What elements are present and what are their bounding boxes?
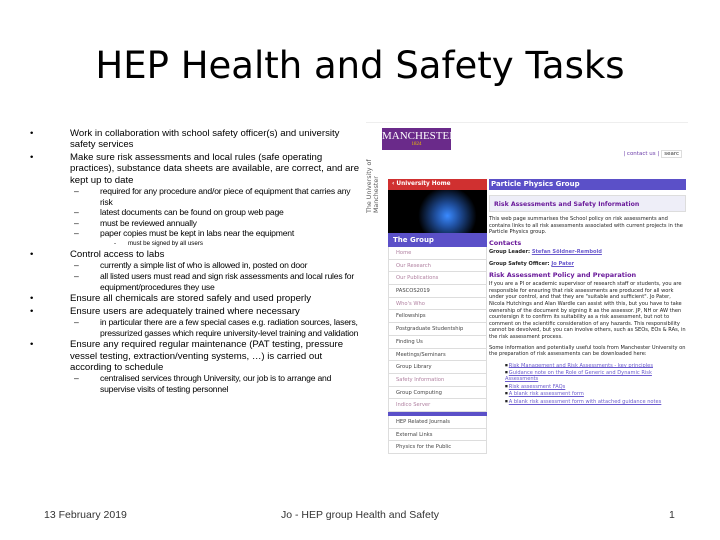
nav-item[interactable]: Postgraduate Studentship [388, 323, 487, 336]
sidebar [388, 179, 487, 454]
nav-item[interactable]: Physics for the Public [388, 441, 487, 454]
sub-bullet: – required for any procedure and/or piece of equipment that carries any risk [30, 186, 360, 207]
nav-item[interactable]: Home [388, 247, 487, 260]
sub-sub-bullet: - must be signed by all users [30, 239, 360, 248]
search-box[interactable]: searc [661, 150, 682, 158]
safety-officer: Group Safety Officer: Jo Pater [489, 260, 574, 267]
nav-item[interactable]: Finding Us [388, 336, 487, 349]
bullet-list [30, 127, 360, 395]
sub-bullet: – currently a simple list of who is allowed in, posted on door [30, 260, 360, 271]
nav-item[interactable]: PASCOS2019 [388, 285, 487, 298]
nav-item[interactable]: Our Research [388, 260, 487, 273]
university-home-link[interactable]: ‹ University Home [388, 179, 487, 190]
sub-bullet: – centralised services through University, our job is to arrange and supervise visits of testing personnel [30, 373, 360, 394]
intro-text: This web page summarises the School policy on risk assessments and contains links to all risk assessments associated with current projects in the Particle Physics group. [489, 216, 683, 236]
download-link[interactable]: A blank risk assessment form [508, 391, 584, 398]
slide-title: HEP Health and Safety Tasks [95, 44, 625, 87]
section-title-box: Risk Assessments and Safety Information [489, 195, 686, 212]
group-leader-link[interactable]: Stefan Söldner-Rembold [531, 249, 602, 256]
bullet: • Ensure all chemicals are stored safely and used properly [30, 293, 360, 304]
contacts-heading: Contacts [489, 238, 522, 247]
bullet: • Work in collaboration with school safety officer(s) and university safety services [30, 128, 360, 151]
manchester-logo: MANCHESTER 1824 [382, 128, 451, 150]
nav-item[interactable]: Group Computing [388, 387, 487, 400]
contact-link[interactable]: | contact us | searc [623, 151, 682, 157]
nav-item[interactable]: HEP Related Journals [388, 416, 487, 429]
download-link[interactable]: Risk Management and Risk Assessments - key principles [508, 362, 653, 369]
nav-item[interactable]: Meetings/Seminars [388, 349, 487, 362]
sub-bullet: – paper copies must be kept in labs near the equipment [30, 228, 360, 239]
safety-officer-link[interactable]: Jo Pater [551, 260, 574, 267]
group-heading: The Group [388, 233, 487, 247]
download-link[interactable]: A blank risk assessment form with attached guidance notes [508, 398, 662, 405]
download-links [505, 362, 686, 406]
bullet: • Make sure risk assessments and local rules (safe operating practices), substance data sheets are available, are correct, and are kept up to date [30, 152, 360, 186]
university-wordmark: The University of Manchester [366, 159, 380, 213]
nav-item[interactable]: Safety Information [388, 374, 487, 387]
bullet: • Control access to labs [30, 249, 360, 260]
main-content [489, 179, 686, 405]
footer-date: 13 February 2019 [44, 509, 127, 521]
policy-heading: Risk Assessment Policy and Preparation [489, 270, 637, 279]
tools-text: Some information and potentially useful tools from Manchester University on the preparation of risk assessments can be downloaded here: [489, 344, 686, 358]
group-leader: Group Leader: Stefan Söldner-Rembold [489, 249, 602, 256]
bullet: • Ensure users are adequately trained where necessary [30, 306, 360, 317]
policy-text: If you are a PI or academic supervisor of research staff or students, you are responsible for ensuring that risk assessments are produced for all work under your control, and that they are "suitable and sufficient". Jo Pater, Nicola Hutchings and Alan Wardle can assist with this, but you have to take ownership of the document by signing it as the assessor. JP, NH or AW then countersign it to confirm its suitability as a risk assessment, but not to comment on the scientific consideration of any hazards. This responsibility cannot be devolved, but you can involve others, such as SEOs, EOs & RAs, in the risk assessment process. [489, 281, 686, 340]
sub-bullet: – in particular there are a few special cases e.g. radiation sources, lasers, pressurized gasses which require university-level training and validation [30, 317, 360, 338]
sub-bullet: – latest documents can be found on group web page [30, 207, 360, 218]
sub-bullet: – all listed users must read and sign risk assessments and local rules for equipment/procedures they use [30, 271, 360, 292]
nav-item[interactable]: External Links [388, 429, 487, 442]
webpage-screenshot [366, 122, 688, 484]
nav-item[interactable]: Who's Who [388, 298, 487, 311]
detector-image [388, 190, 487, 233]
sub-bullet: – must be reviewed annually [30, 218, 360, 229]
page-number: 1 [669, 509, 675, 521]
nav-item[interactable]: Group Library [388, 361, 487, 374]
nav-item[interactable]: Indico Server [388, 399, 487, 412]
download-link[interactable]: Risk assessment FAQs [508, 383, 566, 390]
nav-item[interactable]: Our Publications [388, 272, 487, 285]
bullet: • Ensure any required regular maintenance (PAT testing, pressure vessel testing, extraction/venting systems, …) is carried out according to schedule [30, 339, 360, 373]
nav-item[interactable]: Fellowships [388, 310, 487, 323]
download-link[interactable]: Guidance note on the Role of Generic and Dynamic Risk Assessments [505, 369, 652, 383]
page-header: Particle Physics Group [489, 179, 686, 190]
footer-center: Jo - HEP group Health and Safety [281, 509, 439, 521]
